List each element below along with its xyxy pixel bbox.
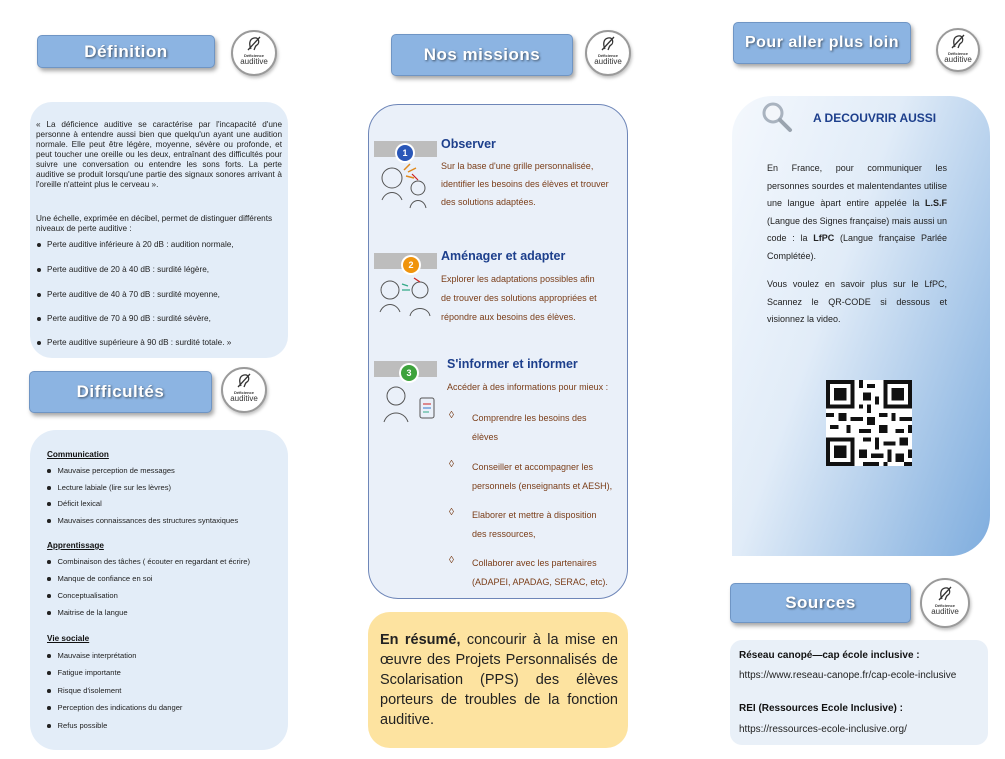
mission-2-title: Aménager et adapter bbox=[441, 249, 566, 263]
list-item: Maitrise de la langue bbox=[47, 608, 128, 617]
difficultes-title: Difficultés bbox=[76, 382, 165, 401]
apprentissage-title: Apprentissage bbox=[47, 541, 104, 550]
mission-3-item: (ADAPEI, APADAG, SERAC, etc). bbox=[472, 577, 608, 587]
resume-body: concourir à la mise en œuvre des Projets Personnalisés de Scolarisation (PPS) des élèves porteurs de troubles de la fonction auditive. bbox=[380, 632, 618, 728]
diamond-icon: ◊ bbox=[449, 459, 454, 470]
mission-3-item: des ressources, bbox=[472, 529, 536, 539]
definition-scale-intro: Une échelle, exprimée en décibel, permet de distinguer différents niveaux de perte auditive : bbox=[36, 214, 273, 233]
source-1-title: Réseau canopé—cap école inclusive : bbox=[739, 650, 920, 661]
diamond-icon: ◊ bbox=[449, 410, 454, 421]
list-item: Refus possible bbox=[47, 721, 107, 730]
missions-title: Nos missions bbox=[423, 45, 541, 64]
difficultes-header bbox=[29, 371, 212, 413]
difficultes-panel bbox=[30, 430, 288, 750]
plus-loin-title: Pour aller plus loin bbox=[744, 34, 900, 51]
badge-line2: auditive bbox=[594, 57, 622, 66]
mission-2-line: répondre aux besoins des élèves. bbox=[441, 312, 576, 322]
plus-loin-paragraph-2: Vous voulez en savoir plus sur le LfPC, Scannez le QR-CODE si dessous et visionnez la video. bbox=[767, 279, 947, 324]
source-2-url[interactable]: https://ressources-ecole-inclusive.org/ bbox=[739, 724, 907, 735]
badge-line2: auditive bbox=[944, 55, 972, 64]
communication-title: Communication bbox=[47, 450, 109, 459]
badge-line2: auditive bbox=[230, 394, 258, 403]
level-item: Perte auditive supérieure à 90 dB : surdité totale. » bbox=[37, 338, 231, 347]
diamond-icon: ◊ bbox=[449, 507, 454, 518]
mission-2-line: Explorer les adaptations possibles afin bbox=[441, 274, 595, 284]
list-item: Fatigue importante bbox=[47, 668, 121, 677]
mission-3-item: Collaborer avec les partenaires bbox=[472, 558, 597, 568]
ear-icon bbox=[948, 33, 968, 51]
mission-1-line: des solutions adaptées. bbox=[441, 197, 536, 207]
mission-number-3: 3 bbox=[401, 365, 417, 381]
ear-icon bbox=[598, 35, 618, 53]
sources-header bbox=[730, 583, 911, 623]
level-item: Perte auditive de 70 à 90 dB : surdité sévère, bbox=[37, 314, 211, 323]
mission-1-title: Observer bbox=[441, 137, 496, 151]
mission-3-item: élèves bbox=[472, 432, 499, 442]
mission-number-2: 2 bbox=[403, 257, 419, 273]
badge-line2: auditive bbox=[931, 607, 959, 616]
list-item: Mauvaise interprétation bbox=[47, 651, 136, 660]
badge-line1: Déficience bbox=[233, 390, 254, 395]
list-item: Manque de confiance en soi bbox=[47, 574, 153, 583]
mission-3-title: S'informer et informer bbox=[447, 357, 578, 371]
definition-paragraph: « La déficience auditive se caractérise par l'incapacité d'une personne à entendre aussi bien que quelqu'un ayant une audition normale. Elle peut être légère, moyenne, sévère ou profonde, et peut toucher une oreille ou les deux, entraînant des difficultés pour suivre une conversation ou entendre les sons forts. La perte auditive se produit lorsqu'une partie des signaux sonores arrivant à l'oreille n'atteint plus le cerveau ». bbox=[36, 120, 282, 189]
source-2-title: REI (Ressources Ecole Inclusive) : bbox=[739, 703, 903, 714]
vie-sociale-title: Vie sociale bbox=[47, 634, 90, 643]
observer-illustration-icon bbox=[374, 160, 434, 212]
ear-icon bbox=[935, 585, 955, 603]
deficience-badge bbox=[221, 367, 267, 413]
mission-3-item: personnels (enseignants et AESH), bbox=[472, 481, 613, 491]
list-item: Déficit lexical bbox=[47, 499, 102, 508]
definition-header bbox=[37, 35, 215, 68]
list-item: Lecture labiale (lire sur les lèvres) bbox=[47, 483, 171, 492]
mission-1-line: identifier les besoins des élèves et trouver bbox=[441, 179, 609, 189]
ear-icon bbox=[244, 35, 264, 53]
adapter-illustration-icon bbox=[374, 272, 436, 324]
diamond-icon: ◊ bbox=[449, 555, 454, 566]
deficience-badge bbox=[585, 30, 631, 76]
list-item: Perception des indications du danger bbox=[47, 703, 182, 712]
missions-header bbox=[391, 34, 573, 76]
badge-line1: Déficience bbox=[947, 51, 968, 56]
level-item: Perte auditive de 40 à 70 dB : surdité moyenne, bbox=[37, 290, 220, 299]
source-1-url[interactable]: https://www.reseau-canope.fr/cap-ecole-inclusive bbox=[739, 670, 957, 681]
list-item: Conceptualisation bbox=[47, 591, 118, 600]
badge-line1: Déficience bbox=[934, 603, 955, 608]
resume-text bbox=[380, 630, 618, 730]
sources-title: Sources bbox=[785, 593, 856, 612]
mission-3-item: Elaborer et mettre à disposition bbox=[472, 510, 597, 520]
level-item: Perte auditive de 20 à 40 dB : surdité légère, bbox=[37, 265, 209, 274]
badge-line2: auditive bbox=[240, 57, 268, 66]
ear-icon bbox=[234, 372, 254, 390]
list-item: Mauvaise perception de messages bbox=[47, 466, 175, 475]
magnifier-icon bbox=[760, 100, 794, 134]
badge-line1: Déficience bbox=[243, 53, 264, 58]
definition-title: Définition bbox=[84, 41, 168, 61]
mission-3-intro: Accéder à des informations pour mieux : bbox=[447, 382, 609, 392]
plus-loin-paragraph-1: En France, pour communiquer les personnes sourdes et malentendantes utilise une langue àpart entire appelée la L.S.F (Langue des Signes française) mais aussi un code : la LfPC (Langue française Parlée Complétée). bbox=[767, 163, 947, 261]
deficience-badge bbox=[231, 30, 277, 76]
deficience-badge bbox=[936, 28, 980, 72]
badge-line1: Déficience bbox=[597, 53, 618, 58]
mission-3-item: Comprendre les besoins des bbox=[472, 413, 587, 423]
list-item: Combinaison des tâches ( écouter en regardant et écrire) bbox=[47, 557, 250, 566]
resume-bold: En résumé, bbox=[380, 632, 461, 648]
resume-box bbox=[368, 612, 628, 748]
mission-1-line: Sur la base d'une grille personnalisée, bbox=[441, 161, 594, 171]
mission-2-line: de trouver des solutions appropriées et bbox=[441, 293, 597, 303]
mission-number-1: 1 bbox=[397, 145, 413, 161]
level-item: Perte auditive inférieure à 20 dB : audition normale, bbox=[37, 240, 234, 249]
plus-loin-header bbox=[733, 22, 911, 64]
list-item: Mauvaises connaissances des structures syntaxiques bbox=[47, 516, 238, 525]
qr-code-icon[interactable] bbox=[826, 380, 912, 466]
mission-3-item: Conseiller et accompagner les bbox=[472, 462, 594, 472]
decouvrir-subtitle: A DECOUVRIR AUSSI bbox=[813, 111, 937, 125]
deficience-badge bbox=[920, 578, 970, 628]
informer-illustration-icon bbox=[376, 380, 438, 432]
list-item: Risque d'isolement bbox=[47, 686, 121, 695]
